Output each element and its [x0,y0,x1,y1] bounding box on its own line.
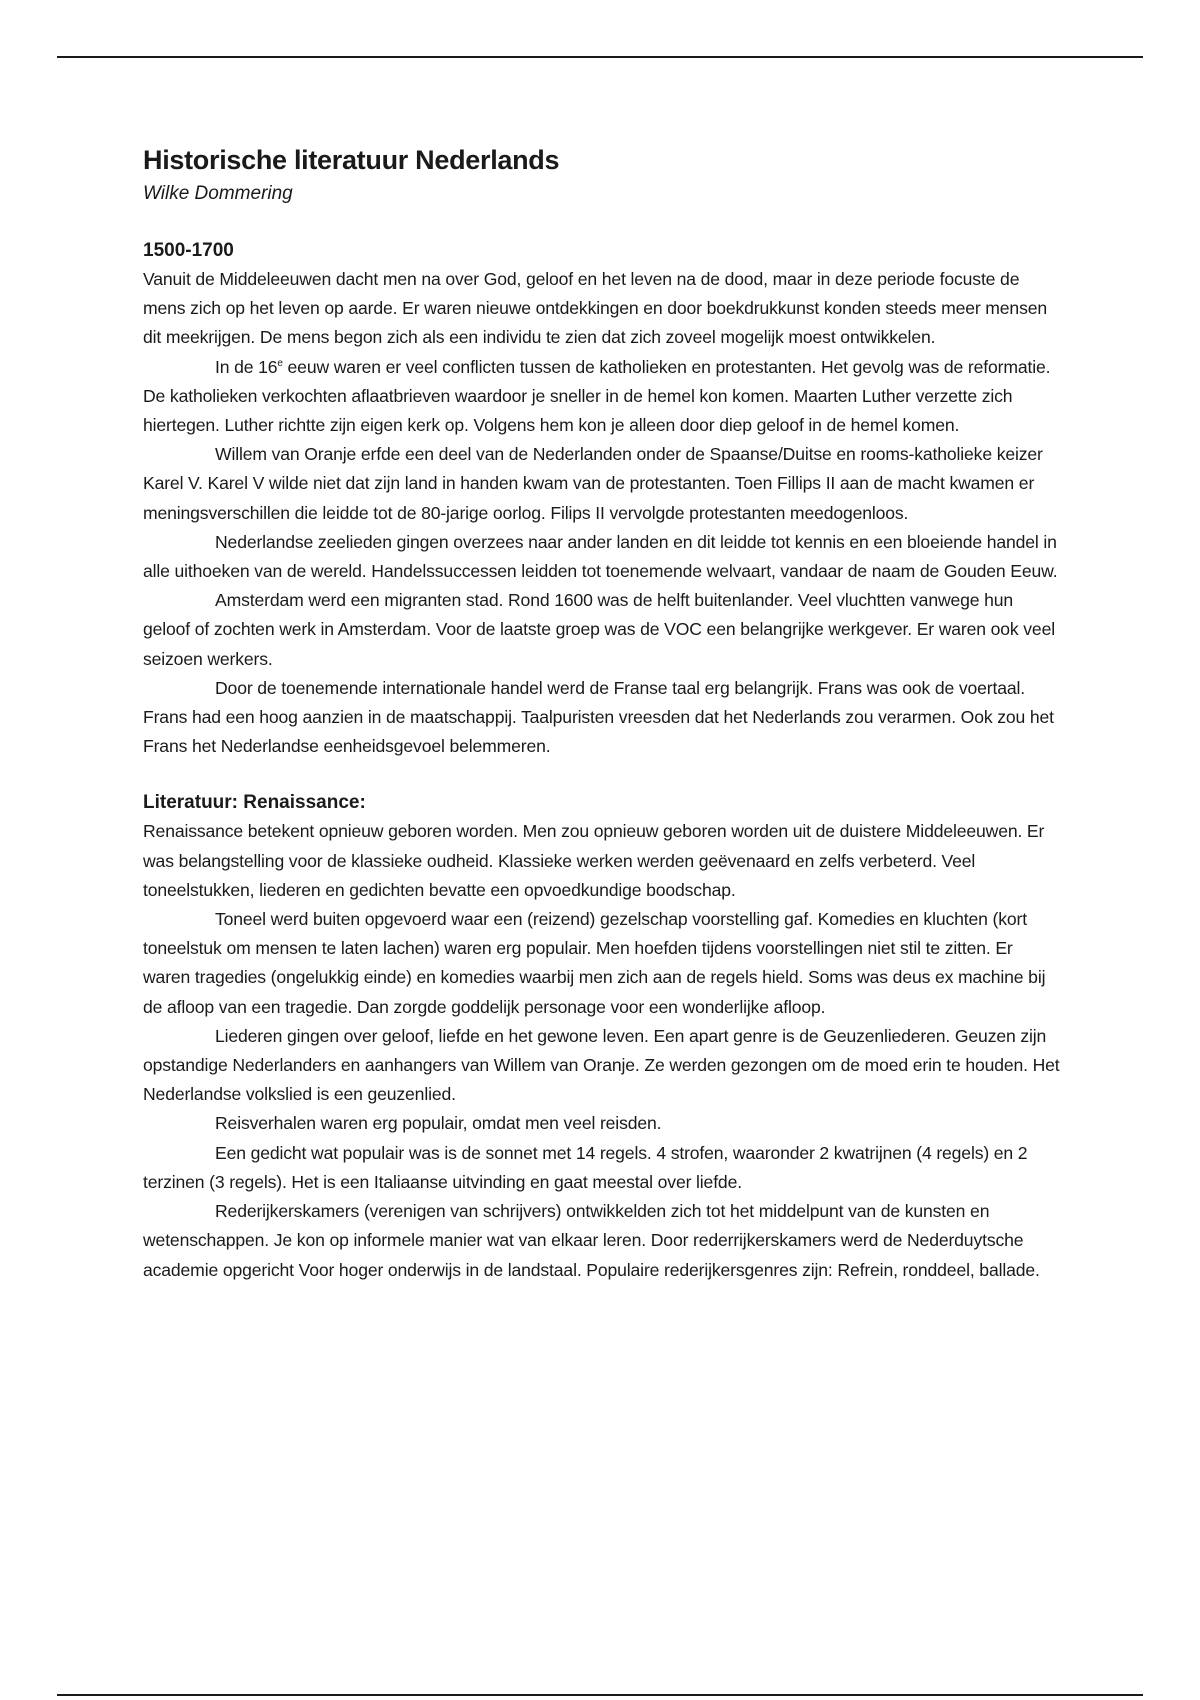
paragraph: Een gedicht wat populair was is de sonnet met 14 regels. 4 strofen, waaronder 2 kwatrijnen (4 regels) en 2 terzinen (3 regels). Het is een Italiaanse uitvinding en gaat meestal over liefde. [143,1142,1028,1192]
superscript: e [277,357,283,369]
footer-rule [57,1694,1143,1696]
paragraph: Reisverhalen waren erg populair, omdat men veel reisden. [215,1113,662,1134]
paragraph: Amsterdam werd een migranten stad. Rond 1600 was de helft buitenlander. Veel vluchtten vanwege hun geloof of zochten werk in Amsterdam. Voor de laatste groep was de VOC een belangrijke werkgever. Er waren ook veel seizoen werkers. [143,590,1055,669]
paragraph [143,353,1063,441]
paragraph: Liederen gingen over geloof, liefde en het gewone leven. Een apart genre is de Geuzenliederen. Geuzen zijn opstandige Nederlanders en aanhangers van Willem van Oranje. Ze werden gezongen om de moed erin te houden. Het Nederlandse volkslied is een geuzenlied. [143,1025,1060,1105]
section-heading-1500-1700: 1500-1700 [143,240,234,261]
paragraph-start: In de 16 [215,356,278,377]
section-heading-renaissance: Literatuur: Renaissance: [143,792,366,814]
page-content [143,143,1063,1285]
header-rule [57,56,1143,58]
paragraph-rest: eeuw waren er veel conflicten tussen de katholieken en protestanten. Het gevolg was de reformatie. De katholieken verkochten aflaatbrieven waardoor je sneller in de hemel kon komen. Maarten Luther verzette zich hiertegen. Luther richtte zijn eigen kerk op. Volgens hem kon je alleen door diep geloof in de hemel komen. [143,356,1051,436]
paragraph: Rederijkerskamers (verenigen van schrijvers) ontwikkelden zich tot het middelpunt van de kunsten en wetenschappen. Je kon op informele manier wat van elkaar leren. Door rederrijkerskamers werd de Nederduytsche academie opgericht Voor hoger onderwijs in de landstaal. Populaire rederijkersgenres zijn: Refrein, ronddeel, ballade. [143,1201,1040,1280]
paragraph: Toneel werd buiten opgevoerd waar een (reizend) gezelschap voorstelling gaf. Komedies en kluchten (kort toneelstuk om mensen te laten lachen) waren erg populair. Men hoefden tijdens voorstellingen niet stil te zitten. Er waren tragedies (ongelukkig einde) en komedies waarbij men zich aan de regels hield. Soms was deus ex machine bij de afloop van een tragedie. Dan zorgde goddelijk personage voor een wonderlijke afloop. [143,909,1046,1017]
paragraph: Door de toenemende internationale handel werd de Franse taal erg belangrijk. Frans was ook de voertaal. Frans had een hoog aanzien in de maatschappij. Taalpuristen vreesden dat het Nederlands zou verarmen. Ook zou het Frans het Nederlandse eenheidsgevoel belemmeren. [143,677,1054,757]
paragraph: Nederlandse zeelieden gingen overzees naar ander landen en dit leidde tot kennis en een bloeiende handel in alle uithoeken van de wereld. Handelssuccessen leidden tot toenemende welvaart, vandaar de naam de Gouden Eeuw. [143,531,1058,582]
paragraph: Willem van Oranje erfde een deel van de Nederlanden onder de Spaanse/Duitse en rooms-katholieke keizer Karel V. Karel V wilde niet dat zijn land in handen kwam van de protestanten. Toen Fillips II aan de macht kwamen er meningsverschillen die leidde tot de 80-jarige oorlog. Filips II vervolgde protestanten meedogenloos. [143,444,1043,523]
paragraph: Vanuit de Middeleeuwen dacht men na over God, geloof en het leven na de dood, maar in deze periode focuste de mens zich op het leven op aarde. Er waren nieuwe ontdekkingen en door boekdrukkunst konden steeds meer mensen dit meekrijgen. De mens begon zich als een individu te zien dat zich zoveel mogelijk moest ontwikkelen. [143,269,1047,348]
document-title: Historische literatuur Nederlands [143,145,560,175]
paragraph: Renaissance betekent opnieuw geboren worden. Men zou opnieuw geboren worden uit de duistere Middeleeuwen. Er was belangstelling voor de klassieke oudheid. Klassieke werken werden geëvenaard en zelfs verbeterd. Veel toneelstukken, liederen en gedichten bevatte een opvoedkundige boodschap. [143,821,1045,900]
document-author: Wilke Dommering [143,183,293,204]
